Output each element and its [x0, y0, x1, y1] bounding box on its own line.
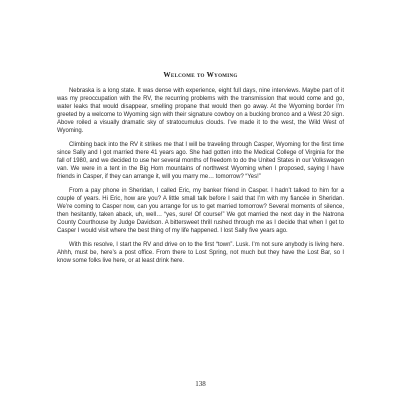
chapter-title: Welcome to Wyoming [163, 71, 238, 79]
body-text [57, 87, 344, 270]
page-number: 138 [195, 380, 206, 388]
paragraph-2: Climbing back into the RV it strikes me that I will be traveling through Casper, Wyoming for the first time since Sally and I got married there 41 years ago. She had gotten into the Medical College of Virginia for the fall of 1980, and we decided to use her several months of freedom to do the United States in our Volkswagen van. We were in a tent in the Big Horn mountains of northwest Wyoming when I proposed, saying I have friends in Casper, if they can arrange it, will you marry me… tomorrow? “Yes!” [57, 141, 344, 181]
paragraph-1: Nebraska is a long state. It was dense with experience, eight full days, nine interviews. Maybe part of it was my preoccupation with the RV, the recurring problems with the transmission that would come and go, water leaks that would disappear, smelling propane that would then go away. At the Wyoming border I’m greeted by a welcome to Wyoming sign with their signature cowboy on a bucking bronco and a West 20 sign. Above roiled a visually dramatic sky of stratocumulus clouds. I’ve made it to the west, the Wild West of Wyoming. [57, 88, 344, 135]
paragraph-3: From a pay phone in Sheridan, I called Eric, my banker friend in Casper. I hadn’t talked to him for a couple of years. Hi Eric, how are you? A little small talk before I said that I’m with my fiancée in Sheridan. We’re coming to Casper now, can you arrange for us to get married tomorrow? Several moments of silence, then hesitantly, taken aback, uh, well… “yes, sure! Of course!” We got married the next day in the Natrona County Courthouse by Judge Davidson. A bittersweet thrill rushed through me as I decide that when I get to Casper I would visit where the best thing of my life happened. I lost Sally five years ago. [57, 187, 344, 235]
paragraph-4: With this resolve, I start the RV and drive on to the first “town”. Lusk. I’m not sure anybody is living here. Ahhh, must be, here’s a post office. From there to Lost Spring, not much but they have the Lost Bar, so I know some folks live here, or at least drink here. [57, 241, 344, 264]
